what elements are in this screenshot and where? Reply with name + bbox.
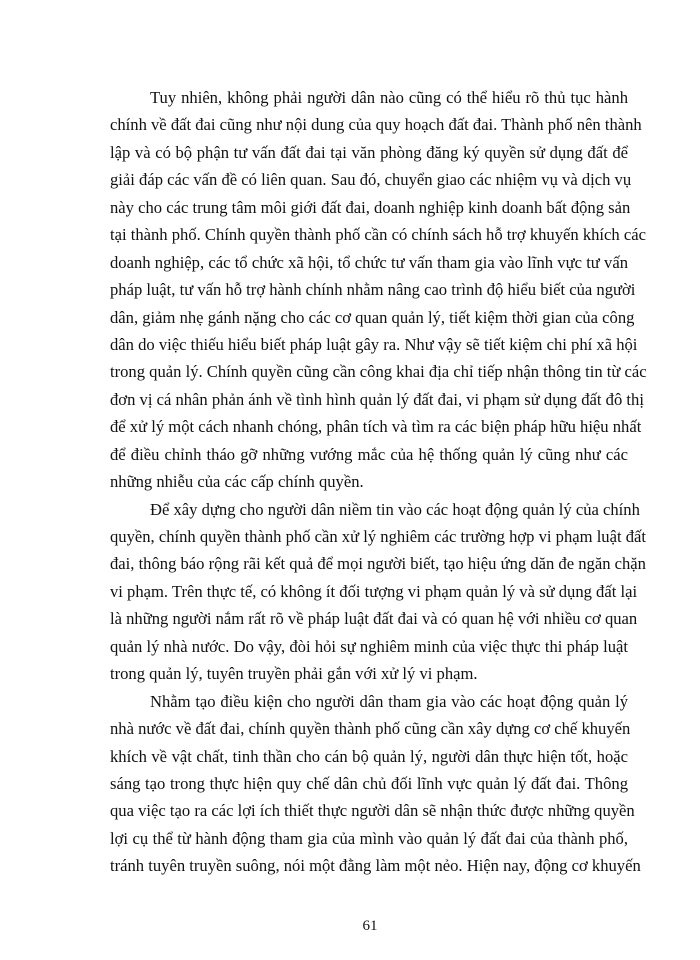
text-line: giải đáp các vấn đề có liên quan. Sau đó, chuyển giao các nhiệm vụ và dịch vụ xyxy=(110,170,632,190)
page-number: 61 xyxy=(362,918,378,934)
text-line: pháp luật, tư vấn hỗ trợ hành chính nhằm nâng cao trình độ hiểu biết của người xyxy=(110,280,636,300)
text-line: tránh tuyên truyền suông, nói một đằng làm một nẻo. Hiện nay, động cơ khuyến xyxy=(110,856,641,876)
text-line: quản lý nhà nước. Do vậy, đòi hỏi sự nghiêm minh của việc thực thi pháp luật xyxy=(110,636,628,656)
text-line: này cho các trung tâm môi giới đất đai, doanh nghiệp kinh doanh bất động sản xyxy=(110,197,631,217)
text-line: dân do việc thiếu hiểu biết pháp luật gây ra. Như vậy sẽ tiết kiệm chi phí xã hội xyxy=(110,334,638,354)
text-line: dân, giảm nhẹ gánh nặng cho các cơ quan quản lý, tiết kiệm thời gian của công xyxy=(110,307,635,327)
body-text xyxy=(110,84,647,880)
text-line: nhà nước về đất đai, chính quyền thành phố cũng cần xây dựng cơ chế khuyến xyxy=(110,719,631,739)
paragraph xyxy=(110,84,647,496)
text-line: đai, thông báo rộng rãi kết quả để mọi người biết, tạo hiệu ứng dăn đe ngăn chặn xyxy=(110,554,646,574)
text-line: tại thành phố. Chính quyền thành phố cần có chính sách hỗ trợ khuyến khích các xyxy=(110,225,646,245)
paragraph xyxy=(110,688,641,880)
text-line: trong quản lý, tuyên truyền phải gắn với xử lý vi phạm. xyxy=(110,664,478,684)
text-line: để xử lý một cách nhanh chóng, phân tích và tìm ra các biện pháp hữu hiệu nhất xyxy=(110,417,642,437)
text-line: vi phạm. Trên thực tế, có không ít đối tượng vi phạm quản lý và sử dụng đất lại xyxy=(110,581,638,601)
text-line: Để xây dựng cho người dân niềm tin vào các hoạt động quản lý của chính xyxy=(150,499,640,519)
text-line: sáng tạo trong thực hiện quy chế dân chủ đối lĩnh vực quản lý đất đai. Thông xyxy=(110,773,628,793)
text-line: trong quản lý. Chính quyền cũng cần công khai địa chỉ tiếp nhận thông tin từ các xyxy=(110,362,647,382)
text-line: Tuy nhiên, không phải người dân nào cũng có thể hiểu rõ thủ tục hành xyxy=(150,88,628,107)
text-line: những nhiễu của các cấp chính quyền. xyxy=(110,472,364,492)
paragraph xyxy=(110,496,646,688)
text-line: qua việc tạo ra các lợi ích thiết thực người dân sẽ nhận thức được những quyền xyxy=(110,801,635,821)
text-line: lập và có bộ phận tư vấn đất đai tại văn phòng đăng ký quyền sử dụng đất để xyxy=(110,142,628,162)
text-line: đơn vị cá nhân phản ánh về tình hình quản lý đất đai, vi phạm sử dụng đất đô thị xyxy=(110,389,644,409)
text-line: Nhằm tạo điều kiện cho người dân tham gia vào các hoạt động quản lý xyxy=(150,691,628,711)
text-line: để điều chỉnh tháo gỡ những vướng mắc của hệ thống quản lý cũng như các xyxy=(110,444,628,464)
text-line: là những người nắm rất rõ về pháp luật đất đai và có quan hệ với nhiều cơ quan xyxy=(110,609,638,629)
text-line: khích về vật chất, tinh thần cho cán bộ quản lý, người dân thực hiện tốt, hoặc xyxy=(110,746,628,766)
text-line: lợi cụ thể từ hành động tham gia của mình vào quản lý đất đai của thành phố, xyxy=(110,828,628,848)
text-line: doanh nghiệp, các tổ chức xã hội, tổ chức tư vấn tham gia vào lĩnh vực tư vấn xyxy=(110,252,628,272)
text-line: chính về đất đai cũng như nội dung của quy hoạch đất đai. Thành phố nên thành xyxy=(110,115,642,135)
text-line: quyền, chính quyền thành phố cần xử lý nghiêm các trường hợp vi phạm luật đất xyxy=(110,527,646,546)
